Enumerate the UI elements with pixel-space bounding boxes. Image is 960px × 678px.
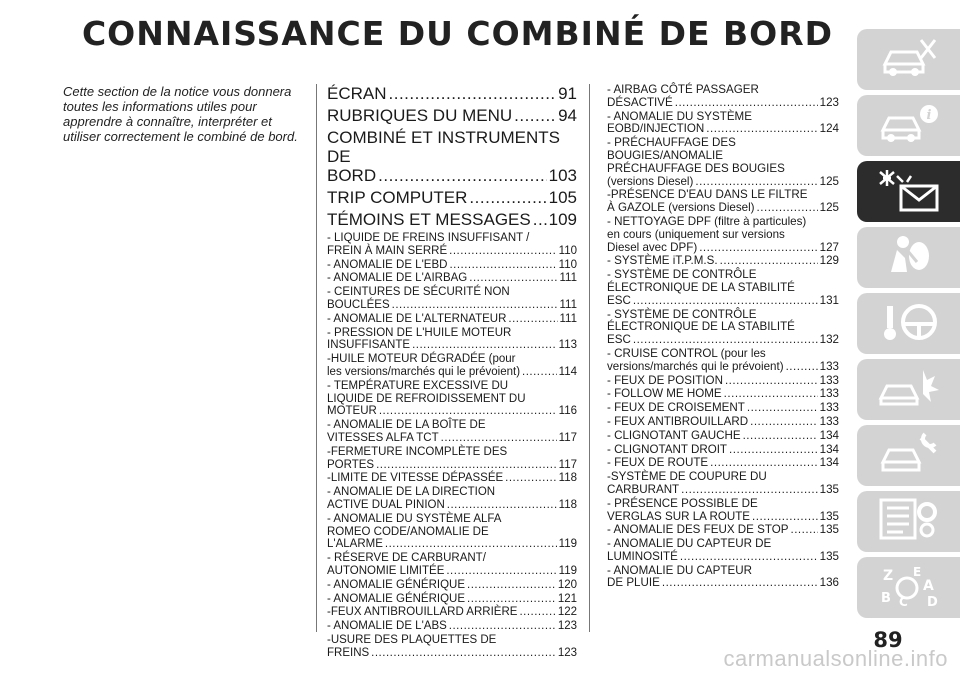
toc-entry-text: PRÉCHAUFFAGE DES BOUGIES — [607, 161, 785, 175]
toc-page-number: 133 — [819, 387, 839, 401]
toc-page-number: 91 — [558, 84, 577, 103]
chapter-tab[interactable] — [857, 29, 960, 90]
dot-leader — [514, 106, 556, 125]
toc-entry-text: ROMEO CODE/ANOMALIE DE — [327, 525, 489, 538]
svg-text:D: D — [926, 595, 938, 608]
toc-page-number: 133 — [819, 373, 839, 387]
dot-leader — [681, 484, 818, 497]
toc-entry-text: - ANOMALIE DE LA DIRECTION — [327, 486, 496, 499]
toc-entry-text: - ANOMALIE DE L'AIRBAG — [327, 272, 468, 285]
toc-entry[interactable] — [327, 486, 577, 512]
dot-leader — [695, 176, 817, 189]
toc-entry[interactable] — [327, 606, 577, 619]
watermark: carmanualsonline.info — [723, 646, 948, 671]
toc-page-number: 118 — [558, 498, 577, 511]
toc-entry[interactable] — [327, 272, 577, 285]
toc-entry-text: -SYSTÈME DE COUPURE DU — [607, 470, 767, 484]
dot-leader — [505, 472, 556, 485]
dot-leader — [385, 538, 557, 551]
toc-entry[interactable] — [607, 524, 839, 537]
settings-list-icon — [877, 496, 941, 547]
toc-entry[interactable] — [327, 210, 577, 229]
toc-entry-text: ÉLECTRONIQUE DE LA STABILITÉ — [607, 280, 795, 294]
dot-leader — [469, 272, 557, 285]
toc-page-number: 111 — [559, 272, 577, 285]
svg-text:E: E — [912, 565, 921, 579]
toc-entry-text: - FEUX ANTIBROUILLARD — [607, 414, 749, 428]
toc-entry[interactable] — [327, 106, 577, 125]
toc-page-number: 103 — [548, 166, 577, 185]
dot-leader — [519, 606, 555, 619]
toc-entry[interactable] — [327, 259, 577, 272]
toc-entry-text: TÉMOINS ET MESSAGES — [327, 210, 531, 229]
toc-entry-text: ÉLECTRONIQUE DE LA STABILITÉ — [607, 320, 795, 334]
toc-entry-text: VITESSES ALFA TCT — [327, 431, 439, 444]
toc-entry-text: les versions/marchés qui le prévoient) — [327, 365, 521, 378]
toc-entry-text: - ANOMALIE DU SYSTÈME — [607, 109, 752, 123]
toc-entry-text: LIQUIDE DE REFROIDISSEMENT DU — [327, 392, 526, 405]
toc-entry-text: - TEMPÉRATURE EXCESSIVE DU — [327, 379, 509, 392]
toc-entry-text: - PRÉSENCE POSSIBLE DE — [607, 496, 758, 510]
toc-entry-text: - ANOMALIE DE L'EBD — [327, 258, 448, 271]
dot-leader — [378, 166, 547, 185]
toc-entry[interactable] — [607, 498, 839, 524]
svg-text:i: i — [926, 108, 931, 123]
chapter-tab[interactable] — [857, 227, 960, 288]
dot-leader — [633, 295, 818, 308]
toc-column-1 — [327, 84, 577, 661]
dot-leader — [522, 366, 557, 379]
dot-leader — [706, 123, 817, 136]
toc-entry-text: versions/marchés qui le prévoient) — [607, 359, 784, 373]
dot-leader — [533, 210, 547, 229]
toc-entry-text: CARBURANT — [607, 482, 680, 496]
toc-entry[interactable] — [327, 579, 577, 592]
toc-entry-text: BOUCLÉES — [327, 298, 390, 311]
car-info-icon — [877, 100, 941, 151]
dot-leader — [750, 416, 818, 429]
toc-entry-text: Diesel avec DPF) — [607, 240, 698, 254]
toc-entry-text: - SYSTÈME DE CONTRÔLE — [607, 268, 757, 282]
toc-entry[interactable] — [327, 232, 577, 258]
dot-leader — [508, 313, 557, 326]
dot-leader — [710, 457, 818, 470]
dot-leader — [467, 579, 556, 592]
toc-entry-text: -HUILE MOTEUR DÉGRADÉE (pour — [327, 353, 516, 366]
toc-entry[interactable] — [607, 269, 839, 307]
toc-page-number: 121 — [557, 592, 577, 605]
toc-entry-text: - ANOMALIE GÉNÉRIQUE — [327, 578, 466, 591]
toc-entry[interactable] — [327, 84, 577, 103]
toc-entry[interactable] — [327, 380, 577, 418]
toc-entry[interactable] — [327, 634, 577, 660]
toc-entry[interactable] — [327, 327, 577, 353]
dot-leader — [662, 577, 818, 590]
toc-entry[interactable] — [607, 388, 839, 401]
dot-leader — [371, 647, 556, 660]
toc-entry-text: - AIRBAG CÔTÉ PASSAGER — [607, 83, 759, 96]
toc-entry-text: MOTEUR — [327, 405, 377, 418]
dot-leader — [680, 551, 818, 564]
toc-entry[interactable] — [327, 286, 577, 312]
dot-leader — [446, 565, 556, 578]
toc-page-number: 136 — [819, 576, 839, 590]
svg-text:A: A — [922, 578, 934, 594]
toc-page-number: 117 — [558, 431, 577, 444]
toc-entry-text: LUMINOSITÉ — [607, 549, 678, 563]
toc-page-number: 117 — [558, 458, 577, 471]
toc-entry-text: - CLIGNOTANT DROIT — [607, 442, 728, 456]
toc-entry-text: TRIP COMPUTER — [327, 188, 468, 207]
dot-leader — [412, 339, 557, 352]
toc-entry[interactable] — [607, 137, 839, 188]
dot-leader — [389, 84, 557, 103]
toc-page-number: 135 — [819, 549, 839, 563]
chapter-tab[interactable] — [857, 293, 960, 354]
toc-entry-text: EOBD/INJECTION — [607, 122, 705, 136]
dot-leader — [752, 511, 818, 524]
toc-page-number: 118 — [558, 472, 577, 485]
toc-page-number: 105 — [548, 188, 577, 207]
dot-leader — [469, 188, 546, 207]
toc-page-number: 132 — [819, 333, 839, 347]
dot-leader — [747, 402, 818, 415]
toc-entry-text: - FEUX DE POSITION — [607, 373, 723, 387]
toc-page-number: 123 — [557, 646, 577, 659]
toc-page-number: 110 — [558, 258, 577, 271]
toc-entry-text: ESC — [607, 333, 631, 347]
dot-leader — [449, 245, 557, 258]
toc-page-number: 129 — [819, 254, 839, 268]
toc-entry-text: - CEINTURES DE SÉCURITÉ NON — [327, 286, 510, 299]
dot-leader — [699, 242, 817, 255]
dot-leader — [675, 97, 818, 110]
toc-entry-text: - ANOMALIE DES FEUX DE STOP — [607, 523, 789, 537]
toc-page-number: 125 — [819, 174, 839, 188]
dot-leader — [720, 255, 818, 268]
toc-entry-text: -LIMITE DE VITESSE DÉPASSÉE — [327, 472, 504, 485]
toc-entry[interactable] — [607, 189, 839, 215]
toc-entry[interactable] — [327, 593, 577, 606]
toc-entry-text: INSUFFISANTE — [327, 339, 411, 352]
toc-page-number: 133 — [819, 414, 839, 428]
toc-entry[interactable] — [607, 348, 839, 374]
toc-entry-text: en cours (uniquement sur versions — [607, 227, 785, 241]
dot-leader — [467, 593, 556, 606]
dot-leader — [743, 430, 818, 443]
toc-entry-text: FREIN À MAIN SERRÉ — [327, 244, 448, 257]
toc-entry-text: ÉCRAN — [327, 84, 387, 103]
svg-text:Z: Z — [882, 568, 893, 584]
toc-page-number: 113 — [558, 339, 577, 352]
column-divider — [316, 84, 317, 632]
toc-entry-text: - ANOMALIE DU SYSTÈME ALFA — [327, 512, 502, 525]
chapter-tab[interactable] — [857, 359, 960, 420]
toc-page-number: 134 — [819, 456, 839, 470]
chapter-tab[interactable] — [857, 491, 960, 552]
toc-entry[interactable] — [607, 471, 839, 497]
toc-page-number: 111 — [559, 312, 577, 325]
toc-entry[interactable] — [607, 309, 839, 347]
toc-page-number: 133 — [819, 401, 839, 415]
toc-entry-text: - SYSTÈME iT.P.M.S. — [607, 254, 718, 268]
toc-entry-text: BORD — [327, 166, 377, 185]
toc-entry[interactable] — [607, 444, 839, 457]
toc-entry[interactable] — [607, 538, 839, 564]
svg-text:B: B — [880, 591, 891, 606]
toc-page-number: 131 — [819, 293, 839, 307]
chapter-tab[interactable] — [857, 161, 960, 222]
steering-wheel-key-icon — [877, 298, 941, 349]
toc-page-number: 135 — [819, 509, 839, 523]
toc-entry[interactable] — [607, 402, 839, 415]
toc-entry-text: - CLIGNOTANT GAUCHE — [607, 428, 741, 442]
toc-entry[interactable] — [607, 255, 839, 268]
toc-entry-text: - ANOMALIE GÉNÉRIQUE — [327, 592, 466, 605]
toc-entry-text: - FOLLOW ME HOME — [607, 387, 722, 401]
toc-entry-text: - SYSTÈME DE CONTRÔLE — [607, 307, 757, 321]
toc-entry-text: BOUGIES/ANOMALIE — [607, 148, 723, 162]
dot-leader — [449, 620, 556, 633]
toc-page-number: 122 — [557, 606, 577, 619]
chapter-tab[interactable] — [857, 95, 960, 156]
alphabet-index-icon — [877, 562, 941, 613]
toc-entry-text: VERGLAS SUR LA ROUTE — [607, 509, 751, 523]
toc-entry[interactable] — [607, 457, 839, 470]
svg-text:C: C — [898, 595, 908, 608]
toc-entry-text: - RÉSERVE DE CARBURANT/ — [327, 552, 486, 565]
toc-entry[interactable] — [327, 472, 577, 485]
toc-page-number: 114 — [558, 365, 577, 378]
toc-entry[interactable] — [607, 416, 839, 429]
airbag-seat-icon — [877, 232, 941, 283]
toc-entry-text: - CRUISE CONTROL (pour les — [607, 346, 766, 360]
toc-entry-text: -PRÉSENCE D'EAU DANS LE FILTRE — [607, 188, 808, 202]
toc-entry-text: DE PLUIE — [607, 576, 660, 590]
toc-page-number: 133 — [819, 359, 839, 373]
toc-page-number: 134 — [819, 428, 839, 442]
car-crash-icon — [877, 364, 941, 415]
toc-page-number: 111 — [559, 298, 577, 311]
dot-leader — [379, 405, 557, 418]
chapter-tab[interactable] — [857, 557, 960, 618]
toc-page-number: 120 — [557, 578, 577, 591]
toc-entry-text: AUTONOMIE LIMITÉE — [327, 564, 445, 577]
intro-text: Cette section de la notice vous donnera toutes les informations utiles pour apprendre à connaître, interpréter et utiliser correctement le combiné de bord. — [63, 84, 298, 144]
toc-page-number: 109 — [548, 210, 577, 229]
dot-leader — [376, 459, 557, 472]
toc-entry[interactable] — [327, 188, 577, 207]
column-divider — [589, 84, 590, 632]
toc-page-number: 94 — [558, 106, 577, 125]
toc-entry-text: PORTES — [327, 458, 375, 471]
toc-entry[interactable] — [607, 565, 839, 591]
toc-entry[interactable] — [607, 216, 839, 254]
toc-entry[interactable] — [327, 552, 577, 578]
toc-page-number: 123 — [557, 620, 577, 633]
toc-entry-text: À GAZOLE (versions Diesel) — [607, 201, 755, 215]
toc-entry-text: (versions Diesel) — [607, 174, 694, 188]
toc-entry[interactable] — [607, 430, 839, 443]
dot-leader — [724, 388, 818, 401]
toc-entry-text: - NETTOYAGE DPF (filtre à particules) — [607, 214, 807, 228]
toc-entry-text: -USURE DES PLAQUETTES DE — [327, 633, 497, 646]
toc-entry-text: COMBINÉ ET INSTRUMENTS DE — [327, 128, 560, 166]
toc-page-number: 119 — [558, 538, 577, 551]
dot-leader — [757, 202, 818, 215]
toc-entry-text: ACTIVE DUAL PINION — [327, 498, 445, 511]
toc-entry[interactable] — [607, 84, 839, 110]
toc-entry-text: - ANOMALIE DU CAPTEUR DE — [607, 537, 772, 551]
dot-leader — [729, 444, 818, 457]
toc-entry[interactable] — [327, 419, 577, 445]
toc-page-number: 135 — [819, 523, 839, 537]
toc-entry-text: DÉSACTIVÉ — [607, 95, 673, 109]
warning-light-envelope-icon — [877, 166, 941, 217]
toc-entry-text: - FEUX DE CROISEMENT — [607, 401, 745, 415]
toc-entry-text: RUBRIQUES DU MENU — [327, 106, 513, 125]
toc-entry[interactable] — [327, 620, 577, 633]
toc-entry-text: - ANOMALIE DU CAPTEUR — [607, 563, 752, 577]
toc-page-number: 116 — [558, 405, 577, 418]
toc-page-number: 110 — [558, 244, 577, 257]
toc-entry-text: - LIQUIDE DE FREINS INSUFFISANT / — [327, 232, 530, 244]
toc-entry-text: FREINS — [327, 646, 370, 659]
toc-column-2 — [607, 84, 839, 591]
dot-leader — [449, 259, 556, 272]
toc-entry[interactable] — [327, 353, 577, 379]
toc-entry[interactable] — [327, 128, 577, 185]
toc-entry-text: ESC — [607, 293, 631, 307]
toc-entry-text: - FEUX DE ROUTE — [607, 456, 709, 470]
wrench-car-icon — [877, 430, 941, 481]
toc-entry[interactable] — [327, 513, 577, 551]
toc-entry-text: -FEUX ANTIBROUILLARD ARRIÈRE — [327, 606, 518, 619]
dot-leader — [790, 524, 817, 537]
dot-leader — [633, 334, 818, 347]
toc-entry-text: - ANOMALIE DE LA BOÎTE DE — [327, 419, 486, 432]
car-tools-icon — [877, 34, 941, 85]
dot-leader — [447, 499, 557, 512]
toc-entry[interactable] — [607, 111, 839, 137]
toc-entry[interactable] — [327, 446, 577, 472]
toc-page-number: 125 — [819, 201, 839, 215]
toc-entry-text: -FERMETURE INCOMPLÈTE DES — [327, 445, 508, 458]
toc-entry[interactable] — [607, 375, 839, 388]
toc-page-number: 127 — [819, 240, 839, 254]
toc-page-number: 124 — [819, 122, 839, 136]
toc-page-number: 134 — [819, 442, 839, 456]
toc-entry-text: - ANOMALIE DE L'ABS — [327, 620, 447, 633]
toc-entry-text: - PRÉCHAUFFAGE DES — [607, 136, 736, 150]
toc-page-number: 119 — [558, 564, 577, 577]
dot-leader — [786, 361, 818, 374]
dot-leader — [441, 432, 557, 445]
toc-entry-text: L'ALARME — [327, 538, 383, 551]
toc-page-number: 123 — [819, 95, 839, 109]
toc-entry-text: - ANOMALIE DE L'ALTERNATEUR — [327, 312, 507, 325]
page-title: CONNAISSANCE DU COMBINÉ DE BORD — [81, 14, 834, 53]
chapter-tab[interactable] — [857, 425, 960, 486]
dot-leader — [392, 299, 558, 312]
toc-entry[interactable] — [327, 313, 577, 326]
toc-page-number: 135 — [819, 482, 839, 496]
page-number: 89 — [873, 628, 903, 652]
dot-leader — [725, 375, 818, 388]
toc-entry-text: - PRESSION DE L'HUILE MOTEUR — [327, 326, 512, 339]
